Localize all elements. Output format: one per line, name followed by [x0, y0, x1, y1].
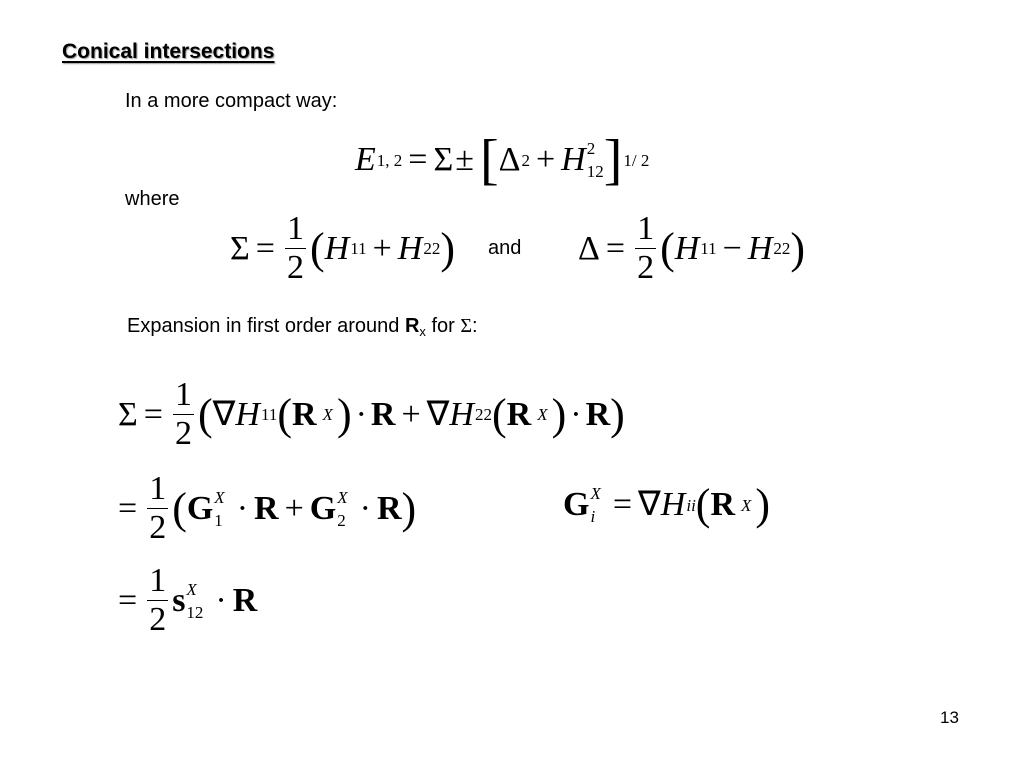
x-subscript: X — [322, 405, 333, 424]
expansion-prefix: Expansion in first order around — [127, 315, 405, 337]
nabla-symbol: ∇ — [212, 395, 236, 433]
h-symbol: H — [561, 141, 586, 178]
denominator: 2 — [637, 249, 655, 286]
expansion-suffix: : — [471, 315, 478, 337]
h-symbol: H — [397, 229, 423, 267]
h-subscript: 22 — [474, 405, 492, 424]
denominator: 2 — [286, 249, 304, 286]
dot-operator: · — [236, 489, 249, 527]
energy-equation — [355, 129, 650, 191]
h-symbol: H — [747, 229, 773, 267]
left-paren: ( — [695, 480, 711, 529]
s-subscript: 12 — [186, 602, 204, 622]
h-subscript: 12 — [586, 162, 604, 181]
right-paren: ) — [551, 389, 567, 439]
h-indices — [587, 140, 604, 180]
nabla-symbol: ∇ — [638, 486, 661, 523]
right-paren: ) — [440, 223, 455, 273]
h-symbol: H — [674, 229, 700, 267]
delta-symbol: Δ — [498, 141, 521, 178]
delta-symbol: Δ — [578, 229, 600, 267]
equals-sign: = — [118, 489, 138, 527]
equals-sign: = — [605, 229, 626, 267]
s-indices — [186, 581, 203, 621]
half-fraction — [635, 210, 656, 287]
s-vector: s — [172, 581, 186, 619]
sigma-symbol: Σ — [118, 395, 138, 433]
h-subscript: 11 — [350, 239, 367, 258]
h-subscript: 11 — [700, 239, 717, 258]
page-number: 13 — [940, 708, 959, 727]
where-text: where — [125, 188, 180, 210]
g-vector: G — [309, 489, 337, 527]
h-subscript: ii — [686, 495, 696, 515]
g-subscript: 1 — [214, 510, 223, 530]
plus-sign: + — [372, 229, 392, 267]
s-superscript: X — [186, 579, 197, 599]
left-paren: ( — [660, 223, 675, 273]
delta-definition — [578, 210, 805, 287]
h-symbol: H — [324, 229, 350, 267]
h-subscript: 22 — [773, 239, 791, 258]
r-vector: R — [232, 581, 258, 619]
r-vector: R — [404, 315, 420, 337]
g-indices — [214, 489, 224, 529]
left-paren: ( — [309, 223, 325, 273]
numerator: 1 — [637, 210, 655, 247]
expansion-line-3 — [118, 562, 257, 639]
dot-operator: · — [570, 395, 582, 433]
h-exponent: 2 — [586, 139, 596, 158]
left-paren: ( — [277, 389, 292, 439]
x-subscript: X — [741, 495, 752, 515]
expansion-line-2 — [118, 470, 416, 547]
plus-sign: + — [401, 395, 421, 433]
left-paren: ( — [197, 389, 213, 439]
g-superscript: X — [337, 487, 348, 507]
half-fraction — [147, 562, 168, 639]
right-bracket: ] — [603, 129, 623, 191]
g-subscript: i — [590, 507, 596, 526]
h-subscript: 22 — [423, 239, 441, 258]
dot-operator: · — [355, 395, 367, 433]
numerator: 1 — [149, 470, 167, 507]
and-text: and — [488, 237, 522, 259]
g-superscript: X — [590, 484, 601, 503]
delta-exponent: 2 — [521, 150, 530, 170]
left-paren: ( — [172, 483, 187, 533]
right-paren: ) — [610, 389, 625, 439]
dot-operator: · — [215, 581, 227, 619]
plus-minus-sign: ± — [455, 141, 474, 178]
h-subscript: 11 — [260, 405, 278, 424]
equals-sign: = — [118, 581, 138, 619]
numerator: 1 — [149, 562, 167, 599]
energy-subscript: 1, 2 — [376, 150, 403, 170]
r-vector: R — [291, 395, 317, 433]
x-subscript: X — [537, 405, 548, 424]
sigma-symbol: Σ — [460, 315, 472, 337]
equals-sign: = — [612, 486, 633, 523]
g-vector: G — [563, 486, 590, 523]
h-symbol: H — [660, 486, 686, 523]
plus-sign: + — [284, 489, 304, 527]
right-paren: ) — [755, 480, 771, 529]
g-subscript: 2 — [337, 510, 346, 530]
right-paren: ) — [790, 223, 806, 273]
g-definition — [563, 480, 771, 529]
left-bracket: [ — [479, 129, 499, 191]
r-vector: R — [254, 489, 279, 527]
plus-sign: + — [535, 141, 556, 178]
dot-operator: · — [359, 489, 371, 527]
r-vector: R — [506, 395, 532, 433]
equals-sign: = — [143, 395, 163, 433]
slide-title: Conical intersections — [62, 40, 275, 63]
expansion-line-1 — [118, 376, 625, 453]
r-subscript: x — [419, 324, 426, 339]
expansion-middle: for — [425, 315, 461, 337]
denominator: 2 — [174, 415, 192, 452]
g-vector: G — [186, 489, 214, 527]
energy-symbol: E — [355, 141, 376, 178]
nabla-symbol: ∇ — [426, 395, 450, 433]
intro-text: In a more compact way: — [125, 90, 338, 112]
right-paren: ) — [336, 389, 352, 439]
r-vector: R — [370, 395, 396, 433]
half-fraction — [285, 210, 306, 287]
equals-sign: = — [255, 229, 275, 267]
r-vector: R — [585, 395, 611, 433]
sigma-definition — [230, 210, 455, 287]
h-symbol: H — [449, 395, 474, 433]
g-indices — [337, 489, 347, 529]
h-symbol: H — [235, 395, 260, 433]
g-indices — [590, 485, 600, 525]
bracket-exponent: 1/ 2 — [623, 150, 650, 170]
right-paren: ) — [401, 483, 417, 533]
left-paren: ( — [491, 389, 507, 439]
half-fraction — [147, 470, 168, 547]
denominator: 2 — [149, 601, 167, 638]
expansion-text — [127, 315, 478, 339]
numerator: 1 — [174, 376, 192, 413]
half-fraction — [173, 376, 194, 453]
equals-sign: = — [408, 141, 428, 178]
sigma-symbol: Σ — [433, 141, 454, 178]
g-superscript: X — [214, 487, 225, 507]
r-vector: R — [710, 486, 736, 523]
numerator: 1 — [286, 210, 304, 247]
sigma-symbol: Σ — [230, 229, 250, 267]
r-vector: R — [376, 489, 402, 527]
minus-sign: − — [722, 229, 742, 267]
denominator: 2 — [149, 509, 167, 546]
